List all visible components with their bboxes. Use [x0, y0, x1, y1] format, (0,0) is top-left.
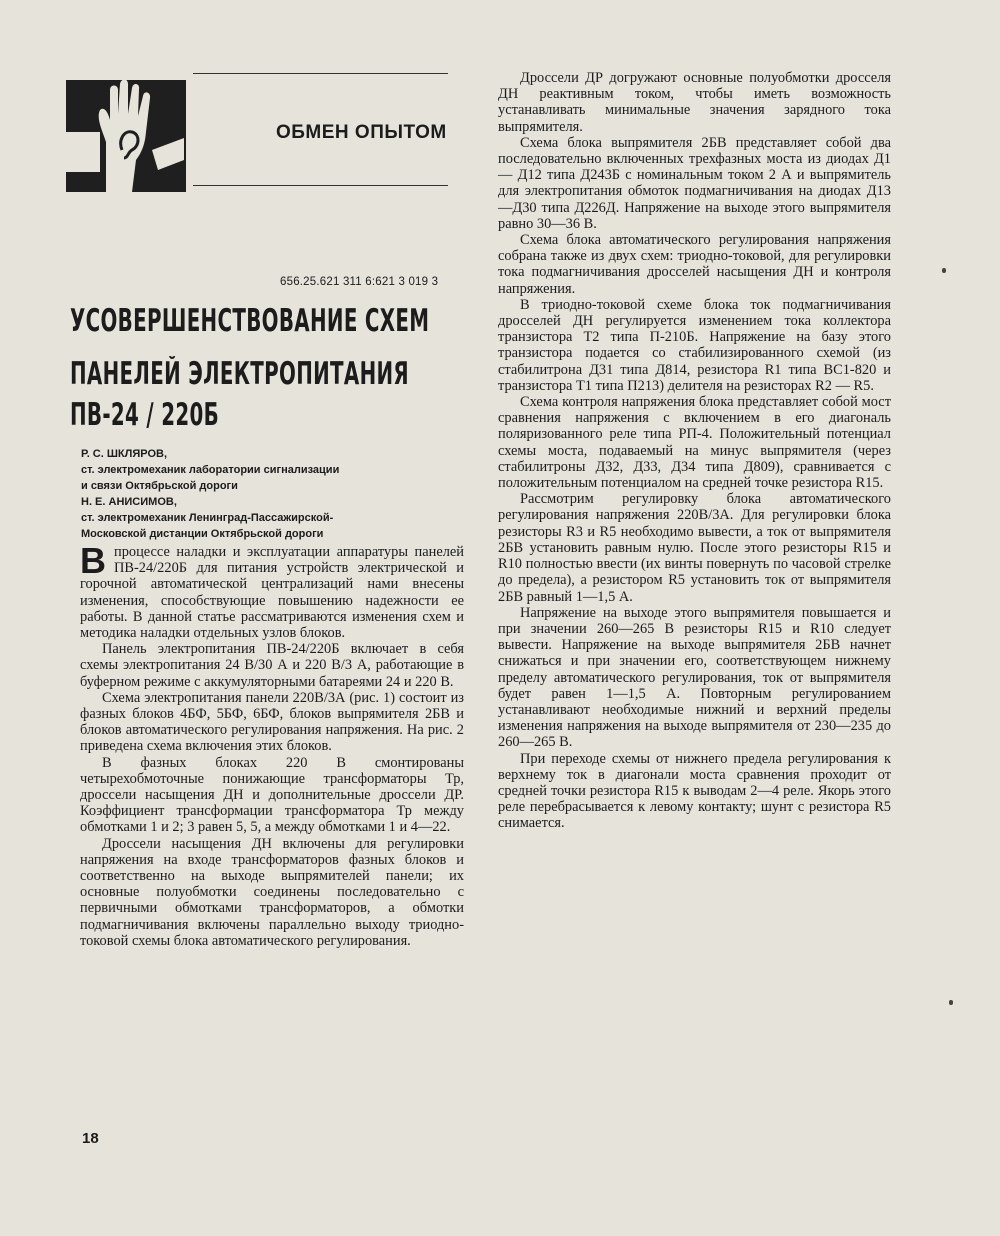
paragraph: Схема контроля напряжения блока представляет собой мост сравнения напряжения с включением в его диагональ поляризованного реле типа РП-4. Положительный потенциал схемы моста, подаваемый на минус выпрямителя (через стабилитроны Д32, Д33, Д34 типа Д809), сравнивается с положительным потенциалом на средней точке резистора R15. — [498, 394, 891, 492]
author-block — [81, 446, 339, 542]
udc-code: 656.25.621 311 6:621 3 019 3 — [280, 276, 439, 288]
paragraph: Впроцессе наладки и эксплуатации аппаратуры панелей ПВ-24/220Б для питания устройств электрической и горочной автоматической централизаций нами внесены изменения, способствующие повышению надежности ее работы. В данной статье рассматриваются изменения схем и методика наладки отдельных узлов блоков. — [80, 540, 464, 642]
author-affiliation: Московской дистанции Октябрьской дороги — [81, 528, 324, 540]
paragraph: Схема электропитания панели 220В/3А (рис. 1) состоит из фазных блоков 4БФ, 5БФ, 6БФ, блоков выпрямителя 2БВ и блоков автоматического регулирования напряжения. На рис. 2 приведена схема включения этих блоков. — [80, 689, 464, 755]
author-affiliation: ст. электромеханик Ленинград-Пассажирской- — [81, 512, 334, 524]
paragraph: Дроссели ДР догружают основные полуобмотки дросселя ДН реактивным током, чтобы иметь возможность устанавливать минимальные значения зарядного тока выпрямителя. — [498, 70, 891, 135]
article-title-line: ПАНЕЛЕЙ ЭЛЕКТРОПИТАНИЯ — [70, 356, 410, 392]
rubric-rule-bottom — [193, 185, 448, 186]
article-title-line: ПВ-24 / 220Б — [70, 397, 220, 433]
paragraph: Панель электропитания ПВ-24/220Б включает в себя схемы электропитания 24 В/30 А и 220 В/3 А, работающие в буферном режиме с аккумуляторными батареями 24 и 220 В. — [80, 641, 464, 690]
paragraph: Рассмотрим регулировку блока автоматического регулирования напряжения 220В/3А. Для регулировки блока резисторы R3 и R5 необходимо вывести, а ток от выпрямителя 2БВ установить равным нулю. После этого резисторы R15 и R10 полностью ввести (их винты повернуть по часовой стрелке до предела), а резистором R5 установить ток от выпрямителя 2БВ равный 1—1,5 А. — [498, 491, 891, 605]
paragraph: При переходе схемы от нижнего предела регулирования к верхнему ток в диагонали моста сравнения проходит от средней точки резистора R15 к выводам 2—4 реле. Якорь этого реле перебрасывается к левому контакту; шунт с резистора R5 снимается. — [498, 750, 891, 832]
paragraph: В триодно-токовой схеме блока ток подмагничивания дросселей ДН регулируется изменением тока коллектора транзистора Т2 типа П-210Б. Напряжение на базу этого транзистора подается со стабилизированного схемой (из стабилитрона Д31 типа Д814, резистора R1 типа ВС1-820 и транзистора Т1 типа П213) делителя на резисторах R2 — R5. — [498, 296, 891, 394]
body-column-right — [498, 70, 891, 832]
page-number: 18 — [82, 1130, 99, 1147]
rubric-rule-top — [193, 73, 448, 74]
paragraph: Схема блока автоматического регулирования напряжения собрана также из двух схем: триодно-токовой, для регулировки тока подмагничивания дросселей насыщения ДН и контроля напряжения. — [498, 232, 891, 297]
article-title-line: УСОВЕРШЕНСТВОВАНИЕ СХЕМ — [70, 303, 430, 339]
author-name: Р. С. ШКЛЯРОВ, — [81, 448, 167, 460]
paragraph: Схема блока выпрямителя 2БВ представляет собой два последовательно включенных трехфазных моста из диодах Д1 — Д12 типа Д243Б с номинальным током 2 А и выпрямитель для электропитания обмоток подмагничивания на диодах Д13—Д30 типа Д226Д. Напряжение на выходе этого выпрямителя равно 30—36 В. — [498, 134, 891, 232]
rubric-title: ОБМЕН ОПЫТОМ — [276, 122, 447, 143]
author-affiliation: ст. электромеханик лаборатории сигнализации — [81, 464, 340, 476]
body-column-left — [80, 540, 464, 949]
paragraph: В фазных блоках 220 В смонтированы четырехобмоточные понижающие трансформаторы Тр, дроссели насыщения ДН и дополнительные дроссели ДР. Коэффициент трансформации трансформатора Тр между обмотками 1 и 2; 3 равен 5, 5, а между обмотками 1 и 4—22. — [80, 754, 464, 836]
print-speck — [942, 268, 946, 273]
print-speck — [949, 1000, 953, 1005]
author-affiliation: и связи Октябрьской дороги — [81, 480, 238, 492]
drop-cap: В — [80, 540, 106, 581]
paragraph: Дроссели насыщения ДН включены для регулировки напряжения на входе трансформаторов фазных блоков и соответственно на выходе выпрямителей панели; их основные полуобмотки соединены последовательно с первичными обмотками трансформаторов, а обмотки подмагничивания включены параллельно выходу триодно-токовой схемы блока автоматического регулирования. — [80, 835, 464, 949]
author-name: Н. Е. АНИСИМОВ, — [81, 496, 177, 508]
rubric-hand-logo-icon — [66, 80, 186, 192]
paragraph: Напряжение на выходе этого выпрямителя повышается и при значении 260—265 В резисторы R15 и R10 следует вывести. Напряжение на выходе выпрямителя 2БВ начнет снижаться и при значении его, соответствующем нижнему пределу автоматического регулирования, ток от выпрямителя будет равен 1—1,5 А. Повторным регулированием устанавливают необходимые нижний и верхний пределы изменения напряжения на выходе выпрямителя от 230—235 до 260—265 В. — [498, 604, 891, 751]
